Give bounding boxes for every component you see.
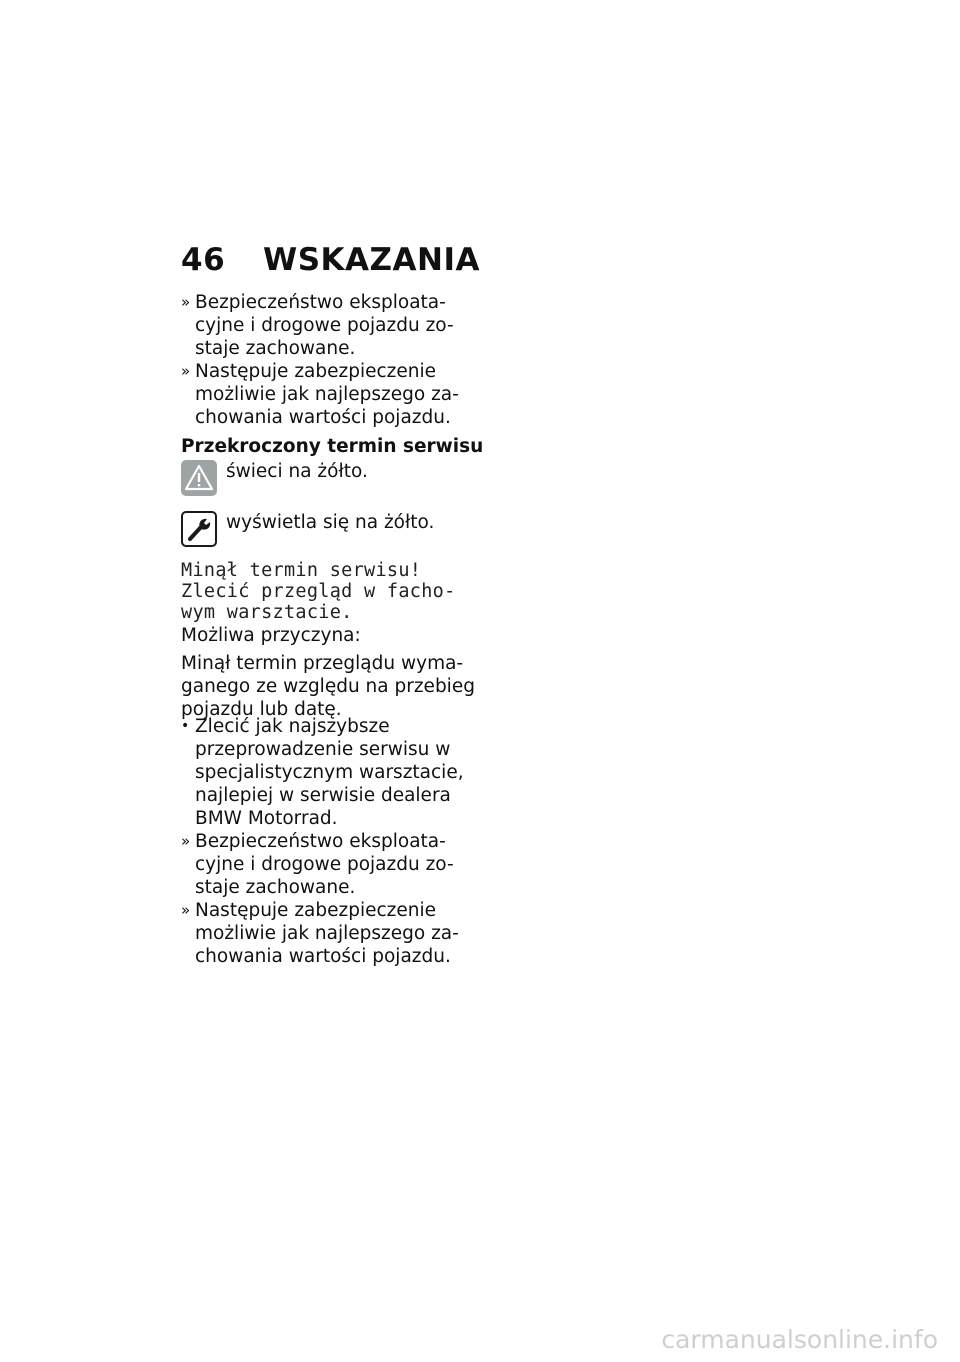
watermark: carmanualsonline.info xyxy=(661,1325,938,1354)
page-heading xyxy=(181,238,480,282)
display-message: Minął termin serwisu! Zlecić przegląd w facho- wym warsztacie. xyxy=(181,560,456,623)
action-list xyxy=(181,715,481,968)
indicator-text: świeci na żółto. xyxy=(226,461,368,482)
action-item: • Zlecić jak najszybsze przeprowadzenie serwisu w specjalistycznym warsztacie, najlepiej w serwisie dealera BMW Motorrad. xyxy=(181,716,464,829)
chevron-bullet-icon: » xyxy=(181,901,191,919)
list-item: » Bezpieczeństwo eksploata- cyjne i drogowe pojazdu zo- staje zachowane. xyxy=(181,831,454,898)
warning-triangle-icon xyxy=(181,460,217,496)
chevron-bullet-icon: » xyxy=(181,362,191,380)
result-list-top xyxy=(181,291,481,429)
cause-block: Możliwa przyczyna: Minął termin przeglądu wyma- ganego ze względu na przebieg pojazdu lub datę. xyxy=(181,624,481,721)
indicator-text: wyświetla się na żółto. xyxy=(226,512,435,533)
list-item: » Następuje zabezpieczenie możliwie jak najlepszego za- chowania wartości pojazdu. xyxy=(181,900,459,967)
subsection-title: Przekroczony termin serwisu xyxy=(181,436,484,457)
section-title: WSKAZANIA xyxy=(263,242,480,278)
list-item: » Następuje zabezpieczenie możliwie jak najlepszego za- chowania wartości pojazdu. xyxy=(181,361,459,428)
list-item: » Bezpieczeństwo eksploata- cyjne i drogowe pojazdu zo- staje zachowane. xyxy=(181,292,454,359)
chevron-bullet-icon: » xyxy=(181,293,191,311)
dot-bullet-icon: • xyxy=(181,718,190,734)
cause-label: Możliwa przyczyna: xyxy=(181,625,361,646)
wrench-icon xyxy=(181,511,217,547)
page-number: 46 xyxy=(181,242,226,278)
chevron-bullet-icon: » xyxy=(181,832,191,850)
